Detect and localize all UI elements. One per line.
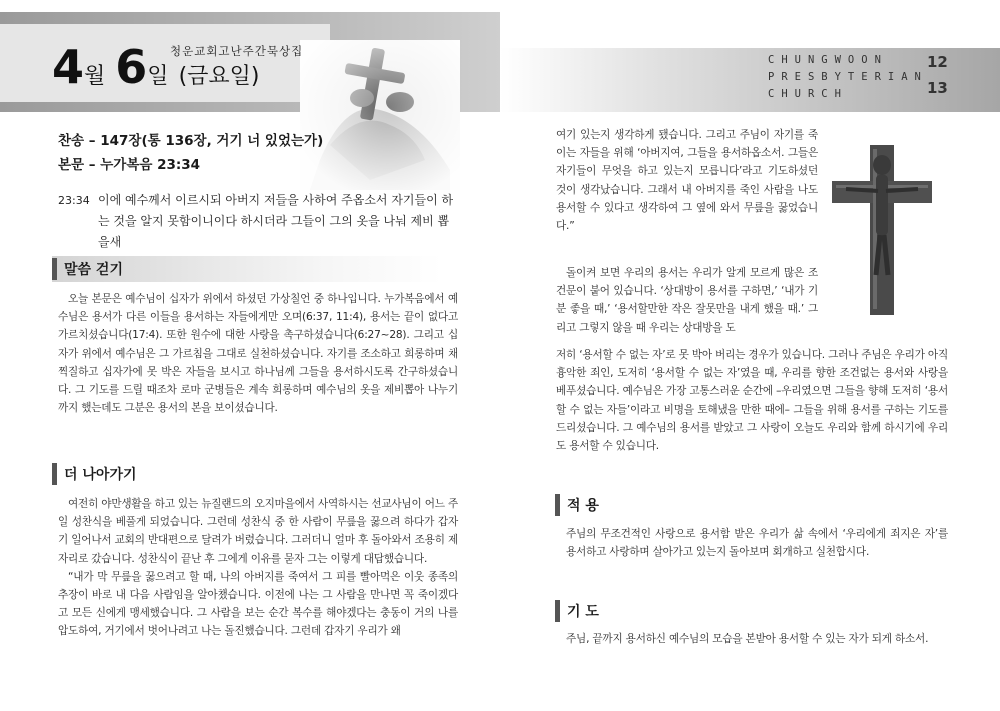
further-paragraph-2: “내가 막 무릎을 꿇으려고 할 때, 나의 아버지를 죽여서 그 피를 빨아먹은 이웃 종족의 추장이 바로 내 다음 사람임을 알아챘습니다. 이전에 나는 그 사람을 만나면 꼭 죽이겠다고 모든 신에게 맹세했습니다. 그 사람을 보는 순간 복수를 해야겠다는 충동이 거의 나를 압도하여, 거기에서 벗어나려고 나는 돌진했습니다. 그런데 갑자기 우리가 왜 [58, 570, 458, 638]
church-name-line-1: CHUNGWOON [768, 54, 888, 66]
right-mid-text [556, 264, 818, 337]
month-unit: 월 [84, 64, 106, 89]
section-heading-further [52, 461, 252, 487]
right-wide-text [556, 346, 948, 455]
right-top-paragraph: 여기 있는지 생각하게 됐습니다. 그리고 주님이 자기를 죽이는 자들을 위해 ‘아버지여, 그들을 용서하옵소서. 그들은 자기들이 무엇을 하고 있는지 모릅니다’라고 기도하셨던 것이 생각났습니다. 그래서 내 아버지를 죽인 사람을 나도 용서할 수 있다고 생각하여 그 옆에 와서 무릎을 꿇었습니다.” [556, 129, 818, 233]
page-number-right: 13 [927, 79, 948, 97]
further-body [58, 495, 458, 641]
day-number: 6 [115, 40, 147, 94]
day-unit: 일 [147, 64, 169, 89]
heading-label: 기 도 [567, 604, 599, 620]
scripture-verse [58, 190, 458, 253]
heading-label: 더 나아가기 [64, 467, 137, 483]
heading-label: 말씀 걷기 [64, 262, 123, 278]
walk-paragraph: 오늘 본문은 예수님이 십자가 위에서 하셨던 가상칠언 중 하나입니다. 누가복음에서 예수님은 용서가 다른 이들을 용서하는 자들에게만 오며(6:37, 11:4), 용서는 끝이 없다고 가르치셨습니다(17:4). 또한 원수에 대한 사랑을 촉구하셨습니다(6:27~28). 그리고 십자가 위에서 예수님은 그 가르침을 그대로 실천하셨습니다. 자기를 조소하고 희롱하며 채찍질하고 십자가에 못 박은 자들을 보시고 하나님께 그들을 용서하시도록 간구하셨습니다. 그 기도를 드릴 때조차 로마 군병들은 계속 희롱하며 예수님의 옷을 제비뽑아 나누기까지 했는데도 그분은 용서의 본을 보이셨습니다. [58, 293, 458, 415]
hymn-line: 찬송 – 147장(통 136장, 거기 너 있었는가) [58, 133, 324, 149]
weekday: (금요일) [178, 64, 260, 89]
heading-bar [52, 258, 57, 280]
heading-bar [555, 600, 560, 622]
right-mid-paragraph: 돌이켜 보면 우리의 용서는 우리가 알게 모르게 많은 조건문이 붙어 있습니다. ‘상대방이 용서를 구하면,’ ‘내가 기분 좋을 때,’ ‘용서할만한 작은 잘못만을 내게 했을 때.’ 그리고 그렇지 않을 때 우리는 상대방을 도 [556, 267, 818, 334]
right-top-text [556, 126, 818, 235]
further-paragraph-1: 여전히 야만생활을 하고 있는 뉴질랜드의 오지마을에서 사역하시는 선교사님이 어느 주일 성찬식을 베풀게 되었습니다. 그런데 성찬식 중 한 사람이 무릎을 꿇으려 하다가 갑자기 일어나서 교회의 반대편으로 달려가 버렸습니다. 그러더니 얼마 후 돌아와서 조용히 제자리로 갔습니다. 성찬식이 끝난 후 그에게 이유를 묻자 그는 이렇게 대답했습니다. [58, 498, 458, 565]
church-name-line-3: CHURCH [768, 88, 848, 100]
page-number-left: 12 [927, 53, 948, 71]
month-number: 4 [52, 40, 84, 94]
prayer-paragraph: 주님, 끝까지 용서하신 예수님의 모습을 본받아 용서할 수 있는 자가 되게 하소서. [566, 633, 929, 645]
section-heading-apply [555, 492, 755, 518]
heading-bar [555, 494, 560, 516]
section-heading-prayer [555, 598, 755, 624]
passage-line: 본문 – 누가복음 23:34 [58, 157, 201, 173]
right-wide-paragraph: 저히 ‘용서할 수 없는 자’로 못 박아 버리는 경우가 있습니다. 그러나 주님은 우리가 아직 흉악한 죄인, 도저히 ‘용서할 수 없는 자’였을 때, 우리를 향한 조건없는 용서와 사랑을 베푸셨습니다. 예수님은 가장 고통스러운 순간에 –우리였으면 그들을 향해 도저히 ‘용서할 수 없는 자들’이라고 비명을 토해냈을 만한 때에– 그들을 위해 용서를 구하는 기도를 드리셨습니다. 그 예수님의 용서를 받았고 그 사랑이 오늘도 우리와 함께 하시기에 우리도 용서할 수 있습니다. [556, 349, 948, 453]
hands-holding-cross-image [300, 40, 460, 190]
heading-label: 적 용 [567, 498, 599, 514]
apply-body [566, 525, 948, 561]
wooden-cross-image [826, 145, 936, 315]
apply-paragraph: 주님의 무조건적인 사랑으로 용서함 받은 우리가 삶 속에서 ‘우리에게 죄지은 자’를 용서하고 사랑하며 살아가고 있는지 돌아보며 회개하고 실천합시다. [566, 528, 948, 559]
church-name [768, 52, 928, 103]
church-name-line-2: PRESBYTERIAN [768, 71, 928, 83]
series-title: 청운교회고난주간묵상집 [170, 44, 304, 58]
verse-reference: 23:34 [58, 194, 90, 207]
verse-text: 이에 예수께서 이르시되 아버지 저들을 사하여 주옵소서 자기들이 하는 것을 알지 못함이니이다 하시더라 그들이 그의 옷을 나눠 제비 뽑을새 [98, 193, 454, 249]
prayer-body [566, 630, 948, 648]
walk-body [58, 290, 458, 417]
heading-bar [52, 463, 57, 485]
section-heading-walk [52, 256, 442, 282]
